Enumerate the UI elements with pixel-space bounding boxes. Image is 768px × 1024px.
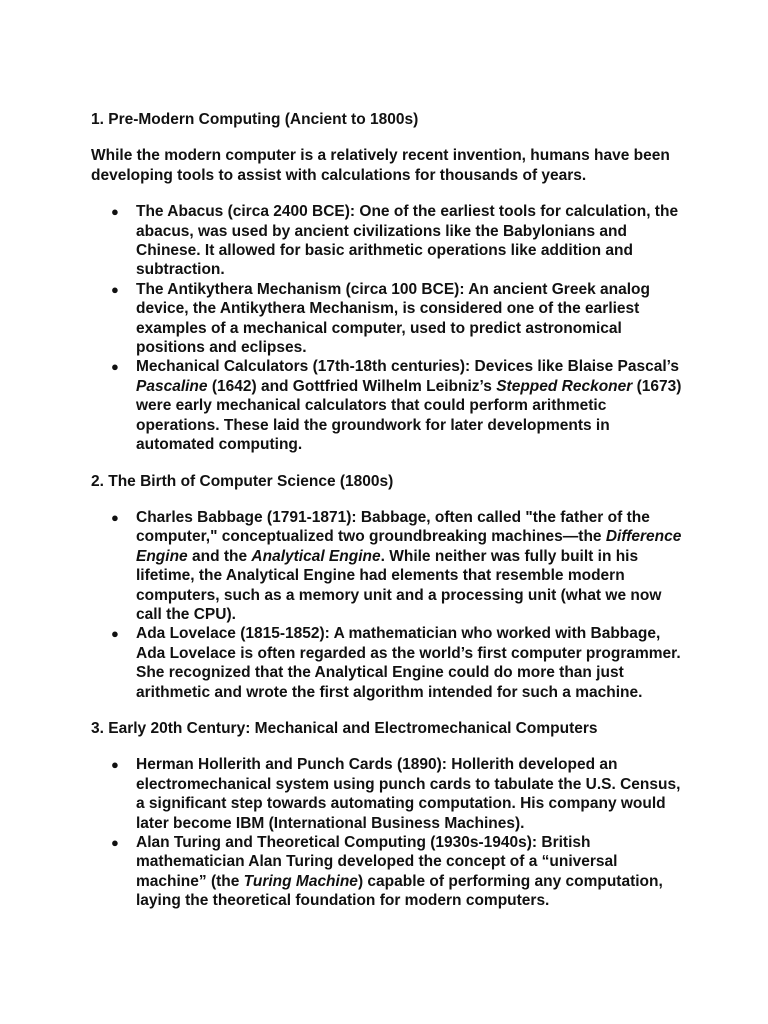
item-text-italic: Stepped Reckoner (496, 377, 633, 395)
item-text: Charles Babbage (1791-1871): Babbage, often called "the father of the computer," conceptualized two groundbreaking machines—the (136, 508, 650, 546)
item-text-italic: Difference Engine (136, 528, 682, 565)
item-text: The Abacus (circa 2400 BCE): One of the earliest tools for calculation, the abacus, was used by ancient civilizations like the Babylonians and Chinese. It allowed for basic arithmetic operations like addition and subtraction. (136, 203, 679, 279)
list-item (91, 755, 684, 833)
item-text: . While neither was fully built in his lifetime, the Analytical Engine had elements that resemble modern computers, such as a memory unit and a processing unit (what we now call the CPU). (136, 547, 662, 623)
section-heading: 3. Early 20th Century: Mechanical and Electromechanical Computers (91, 719, 598, 737)
item-text: and the (187, 547, 252, 565)
list-item (91, 357, 684, 454)
bullet-icon: ● (111, 626, 119, 642)
list-item (91, 624, 684, 702)
item-text: Ada Lovelace (1815-1852): A mathematician who worked with Babbage, Ada Lovelace is often regarded as the world’s first computer programmer. She recognized that the Analytical Engine could do more than just arithmetic and wrote the first algorithm intended for such a machine. (136, 625, 681, 701)
bullet-list (91, 755, 684, 910)
item-text: ) capable of performing any computation, laying the theoretical foundation for modern computers. (136, 872, 663, 910)
list-item (91, 202, 684, 280)
list-item (91, 280, 684, 358)
section-intro: While the modern computer is a relatively recent invention, humans have been developing tools to assist with calculations for thousands of years. (91, 147, 670, 184)
item-text: Mechanical Calculators (17th-18th centuries): Devices like Blaise Pascal’s (136, 358, 680, 376)
list-item (91, 508, 684, 624)
item-text: Alan Turing and Theoretical Computing (1930s-1940s): British mathematician Alan Turing developed the concept of a “universal machine” (the (136, 834, 618, 890)
section-heading: 1. Pre-Modern Computing (Ancient to 1800s) (91, 111, 419, 128)
item-text-italic: Analytical Engine (251, 547, 381, 565)
item-text: (1673) were early mechanical calculators that could perform arithmetic operations. These laid the groundwork for later developments in automated computing. (136, 377, 682, 454)
list-item (91, 833, 684, 911)
section-heading: 2. The Birth of Computer Science (1800s) (91, 472, 394, 490)
bullet-list (91, 508, 684, 702)
bullet-icon: ● (111, 281, 119, 297)
item-text-italic: Pascaline (136, 377, 208, 395)
bullet-icon: ● (111, 757, 119, 773)
bullet-icon: ● (111, 359, 119, 375)
bullet-list (91, 202, 684, 454)
item-text: (1642) and Gottfried Wilhelm Leibniz’s (207, 377, 497, 395)
bullet-icon: ● (111, 204, 119, 220)
bullet-icon: ● (111, 509, 119, 525)
item-text-italic: Turing Machine (243, 872, 358, 890)
item-text: The Antikythera Mechanism (circa 100 BCE): An ancient Greek analog device, the Antikythera Mechanism, is considered one of the earliest examples of a mechanical computer, used to predict astronomical positions and eclipses. (136, 280, 650, 357)
bullet-icon: ● (111, 835, 119, 850)
item-text: Herman Hollerith and Punch Cards (1890): Hollerith developed an electromechanical system using punch cards to tabulate the U.S. Census, a significant step towards automating computation. His company would later become IBM (International Business Machines). (136, 756, 681, 832)
